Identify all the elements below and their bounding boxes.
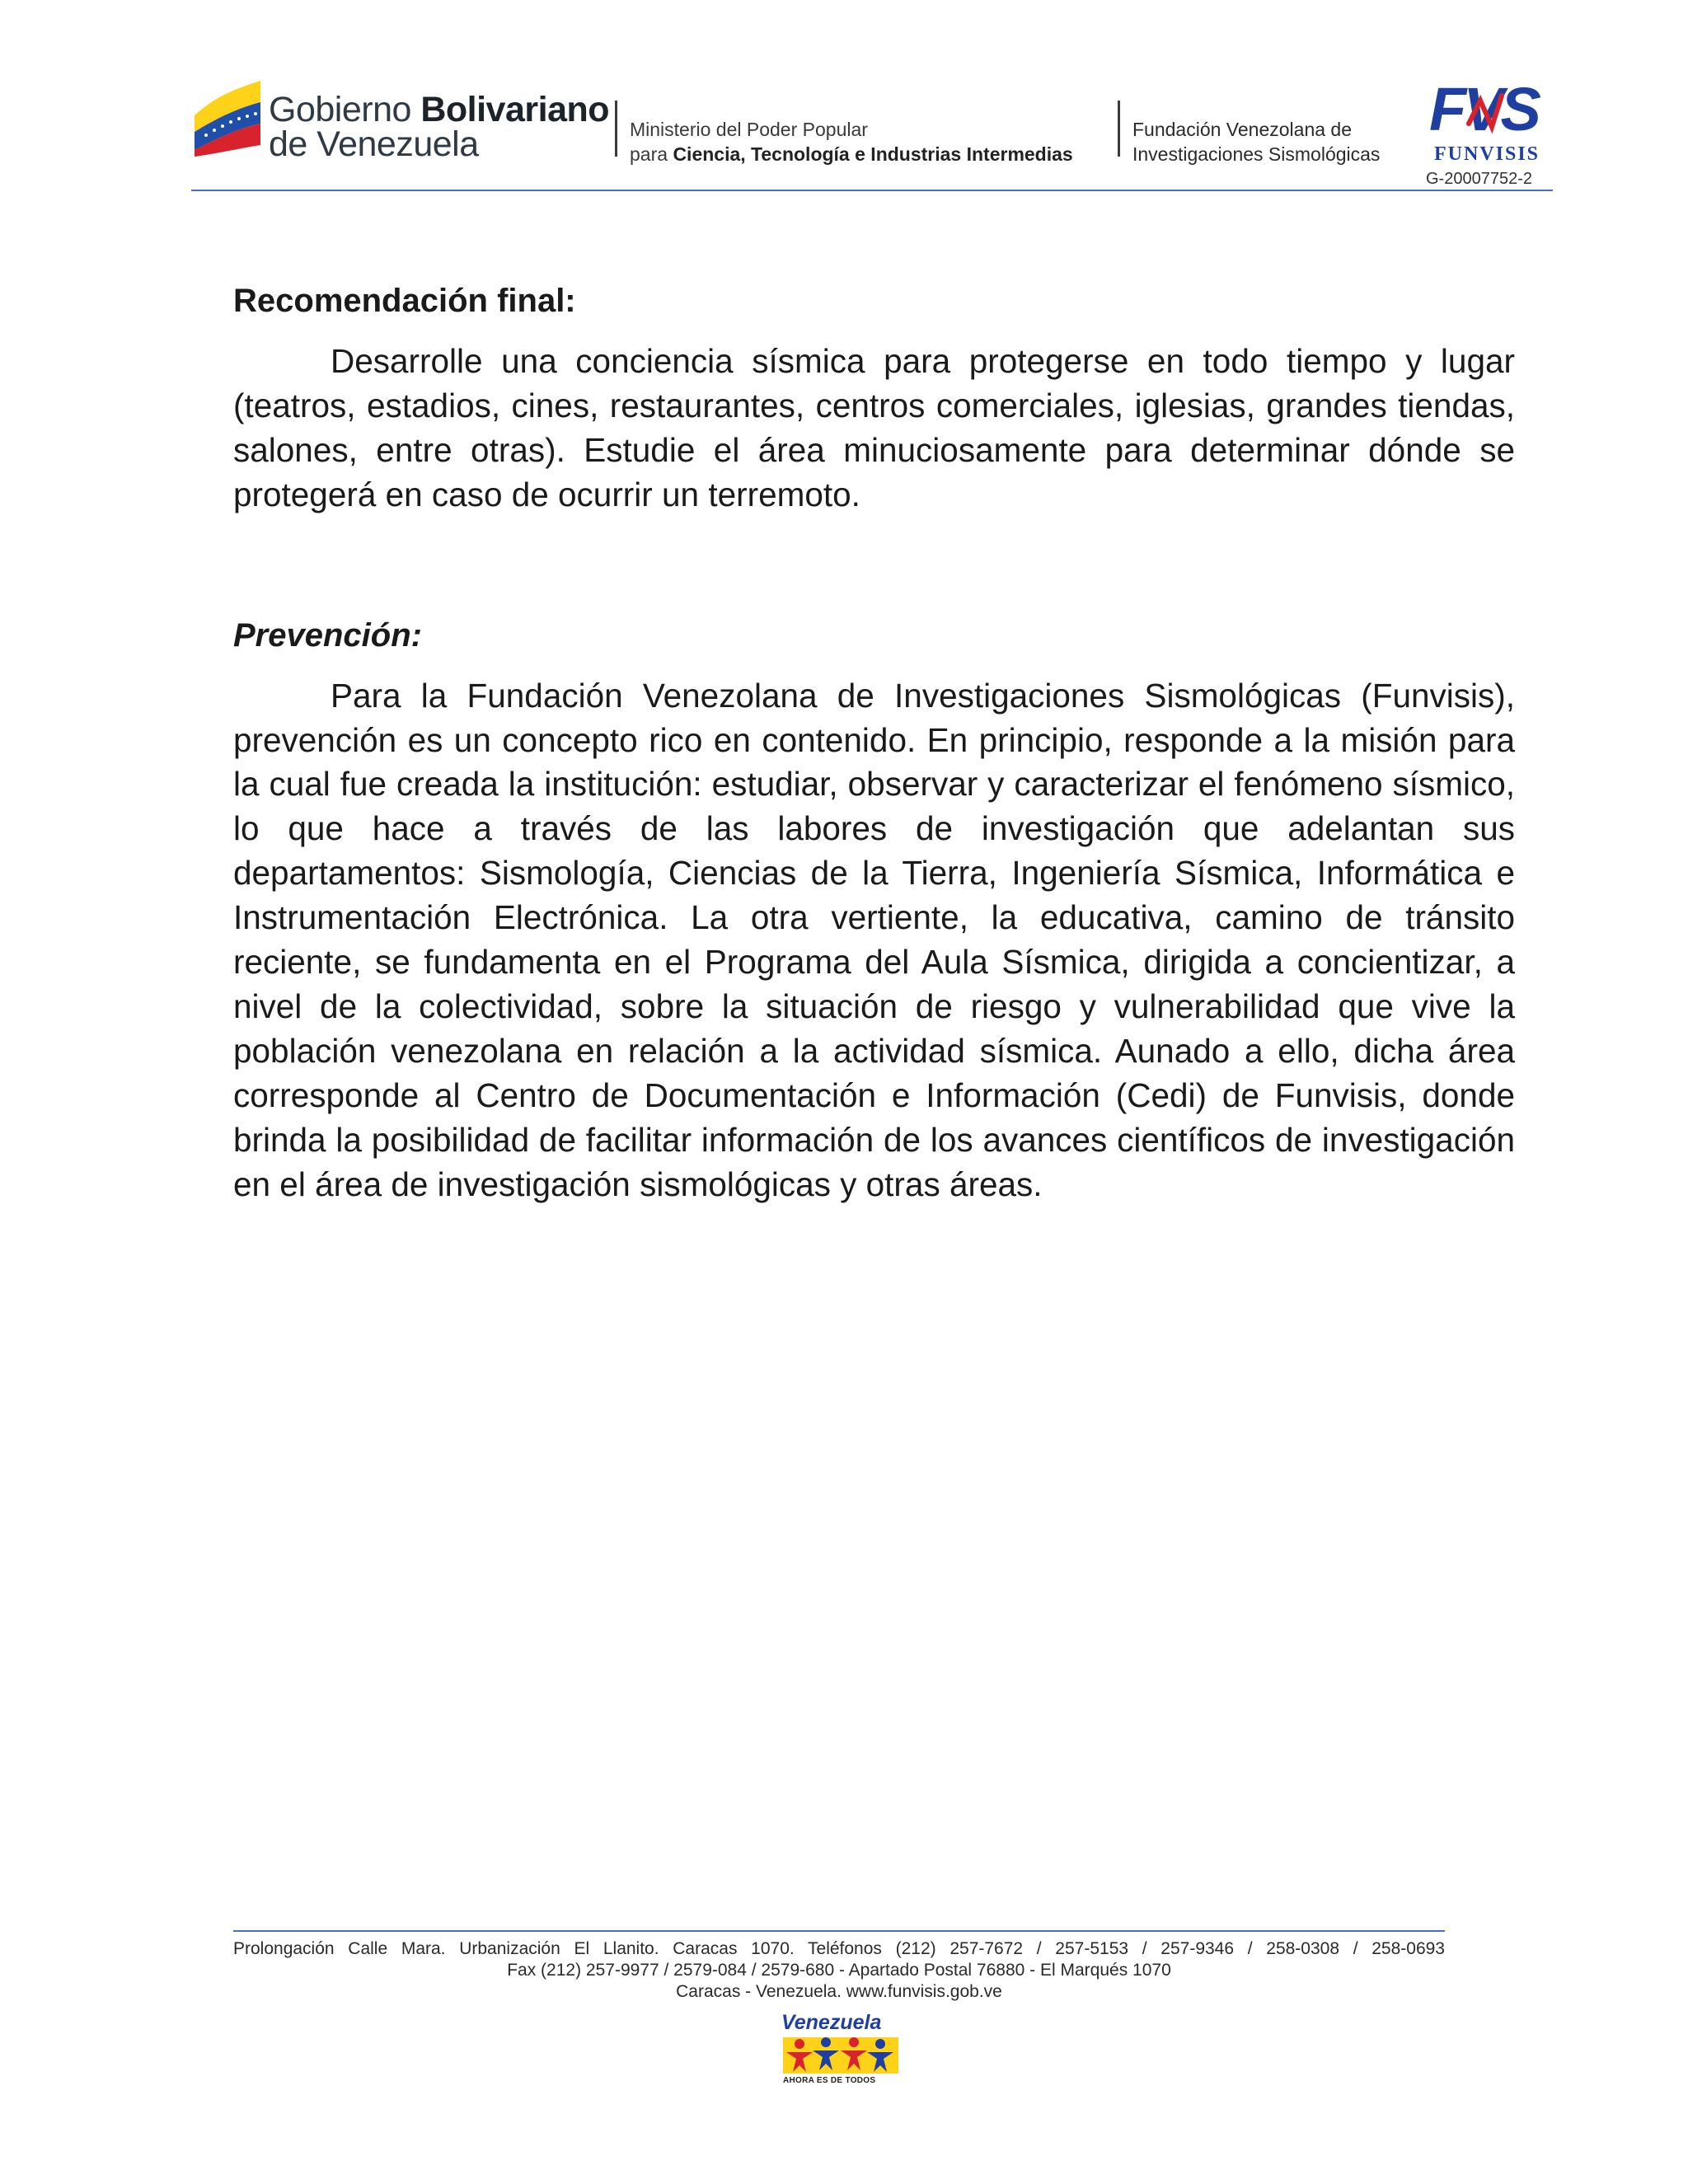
ministry-name: Ministerio del Poder Popular para Ciencia, Tecnología e Industrias Intermedias <box>630 119 1073 165</box>
letterhead <box>191 76 1553 193</box>
footer-rule <box>233 1930 1445 1932</box>
gov-name-line1: Gobierno Bolivariano <box>269 90 610 129</box>
gov-name-line2: de Venezuela <box>269 124 479 164</box>
paragraph-prevencion: Para la Fundación Venezolana de Investigaciones Sismológicas (Funvisis), prevención es un concepto rico en contenido. En principio, responde a la misión para la cual fue creada la institución: estudiar, observar y caracterizar el fenómeno sísmico, lo que hace a través de las labores de investigación que adelantan sus departamentos: Sismología, Ciencias de la Tierra, Ingeniería Sísmica, Informática e Instrumentación Electrónica. La otra vertiente, la educativa, camino de tránsito reciente, se fundamenta en el Programa del Aula Sísmica, dirigida a concientizar, a nivel de la colectividad, sobre la situación de riesgo y vulnerabilidad que vive la población venezolana en relación a la actividad sísmica. Aunado a ello, dicha área corresponde al Centro de Documentación e Información (Cedi) de Funvisis, donde brinda la posibilidad de facilitar información de los avances científicos de investigación en el área de investigación sismológicas y otras áreas. <box>233 676 1515 1203</box>
gobierno-bolivariano-logo <box>191 76 620 166</box>
footer-address <box>233 1938 1445 2003</box>
header-divider <box>615 101 617 157</box>
paragraph-recomendacion: Desarrolle una conciencia sísmica para protegerse en todo tiempo y lugar (teatros, estadios, cines, restaurantes, centros comerciales, iglesias, grandes tiendas, salones, entre otras). Estudie el área minuciosamente para determinar dónde se protegerá en caso de ocurrir un terremoto. <box>233 342 1515 513</box>
section-title-prevencion: Prevención: <box>233 616 422 654</box>
svg-text:FVS: FVS <box>1429 76 1538 143</box>
fundacion-name: Fundación Venezolana de Investigaciones Sismológicas <box>1132 119 1381 165</box>
header-divider <box>1118 101 1120 157</box>
footer-address-line3: Caracas - Venezuela. www.funvisis.gob.ve <box>676 1982 1002 2001</box>
section-gap <box>233 518 1515 615</box>
footer-address-line2: Fax (212) 257-9977 / 2579-084 / 2579-680 - Apartado Postal 76880 - El Marqués 1070 <box>507 1961 1171 1980</box>
venezuela-wordmark: Venezuela <box>781 2011 882 2034</box>
footer-address-line1: Prolongación Calle Mara. Urbanización El Llanito. Caracas 1070. Teléfonos (212) 257-7672 / 257-5153 / 257-9346 / 258-0308 / 258-0693 <box>233 1939 1445 1958</box>
header-rule <box>191 190 1553 191</box>
venezuela-flag-icon <box>191 81 262 157</box>
section-title-recomendacion: Recomendación final: <box>233 283 576 319</box>
document-body <box>233 280 1515 1207</box>
rif-number: G-20007752-2 <box>1426 170 1532 188</box>
venezuela-slogan: AHORA ES DE TODOS <box>783 2076 876 2085</box>
funvisis-wordmark: FUNVISIS <box>1434 143 1540 165</box>
